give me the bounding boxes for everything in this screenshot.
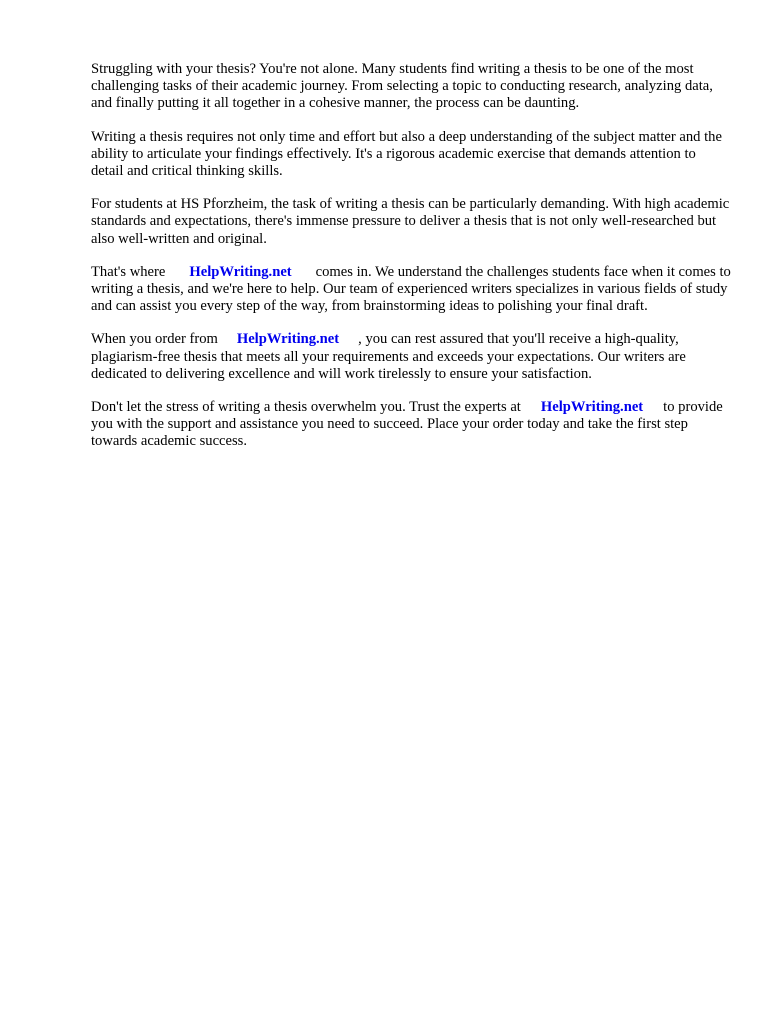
paragraph-text: Struggling with your thesis? You're not alone. Many students find writing a thesis to be one of the most challenging tasks of their academic journey. From selecting a topic to conducting research, analyzing data, and finally putting it all together in a cohesive manner, the process can be daunting. bbox=[91, 61, 713, 112]
paragraph-order bbox=[91, 331, 731, 383]
paragraph-text: For students at HS Pforzheim, the task of writing a thesis can be particularly demanding. With high academic standards and expectations, there's immense pressure to deliver a thesis that is not only well-researched but also well-written and original. bbox=[91, 196, 730, 247]
document-body bbox=[91, 61, 731, 467]
paragraph-text: Writing a thesis requires not only time and effort but also a deep understanding of the subject matter and the ability to articulate your findings effectively. It's a rigorous academic exercise that demands attention to detail and critical thinking skills. bbox=[91, 128, 722, 180]
paragraph-text-after: to provide you with the support and assistance you need to succeed. Place your order today and take the first step towards academic success. bbox=[91, 399, 723, 450]
paragraph-text-after: comes in. We understand the challenges students face when it comes to writing a thesis, and we're here to help. Our team of experienced writers specializes in various fields of study and can assist you every step of the way, from brainstorming ideas to polishing your final draft. bbox=[91, 263, 731, 315]
helpwriting-link[interactable]: HelpWriting.net bbox=[540, 399, 644, 416]
paragraph-intro bbox=[91, 61, 731, 113]
paragraph-text-before: Don't let the stress of writing a thesis overwhelm you. Trust the experts at bbox=[91, 399, 521, 416]
paragraph-text-before: When you order from bbox=[91, 331, 218, 348]
paragraph-pforzheim bbox=[91, 196, 731, 248]
helpwriting-link[interactable]: HelpWriting.net bbox=[236, 331, 340, 348]
paragraph-service-intro bbox=[91, 264, 731, 316]
helpwriting-link[interactable]: HelpWriting.net bbox=[189, 263, 292, 280]
paragraph-closing bbox=[91, 399, 731, 451]
paragraph-text-before: That's where bbox=[91, 263, 166, 280]
paragraph-requirements bbox=[91, 129, 731, 181]
paragraph-text-after: , you can rest assured that you'll receive a high-quality, plagiarism-free thesis that meets all your requirements and exceeds your expectations. Our writers are dedicated to delivering excellence and will work tirelessly to ensure your satisfaction. bbox=[91, 331, 686, 382]
